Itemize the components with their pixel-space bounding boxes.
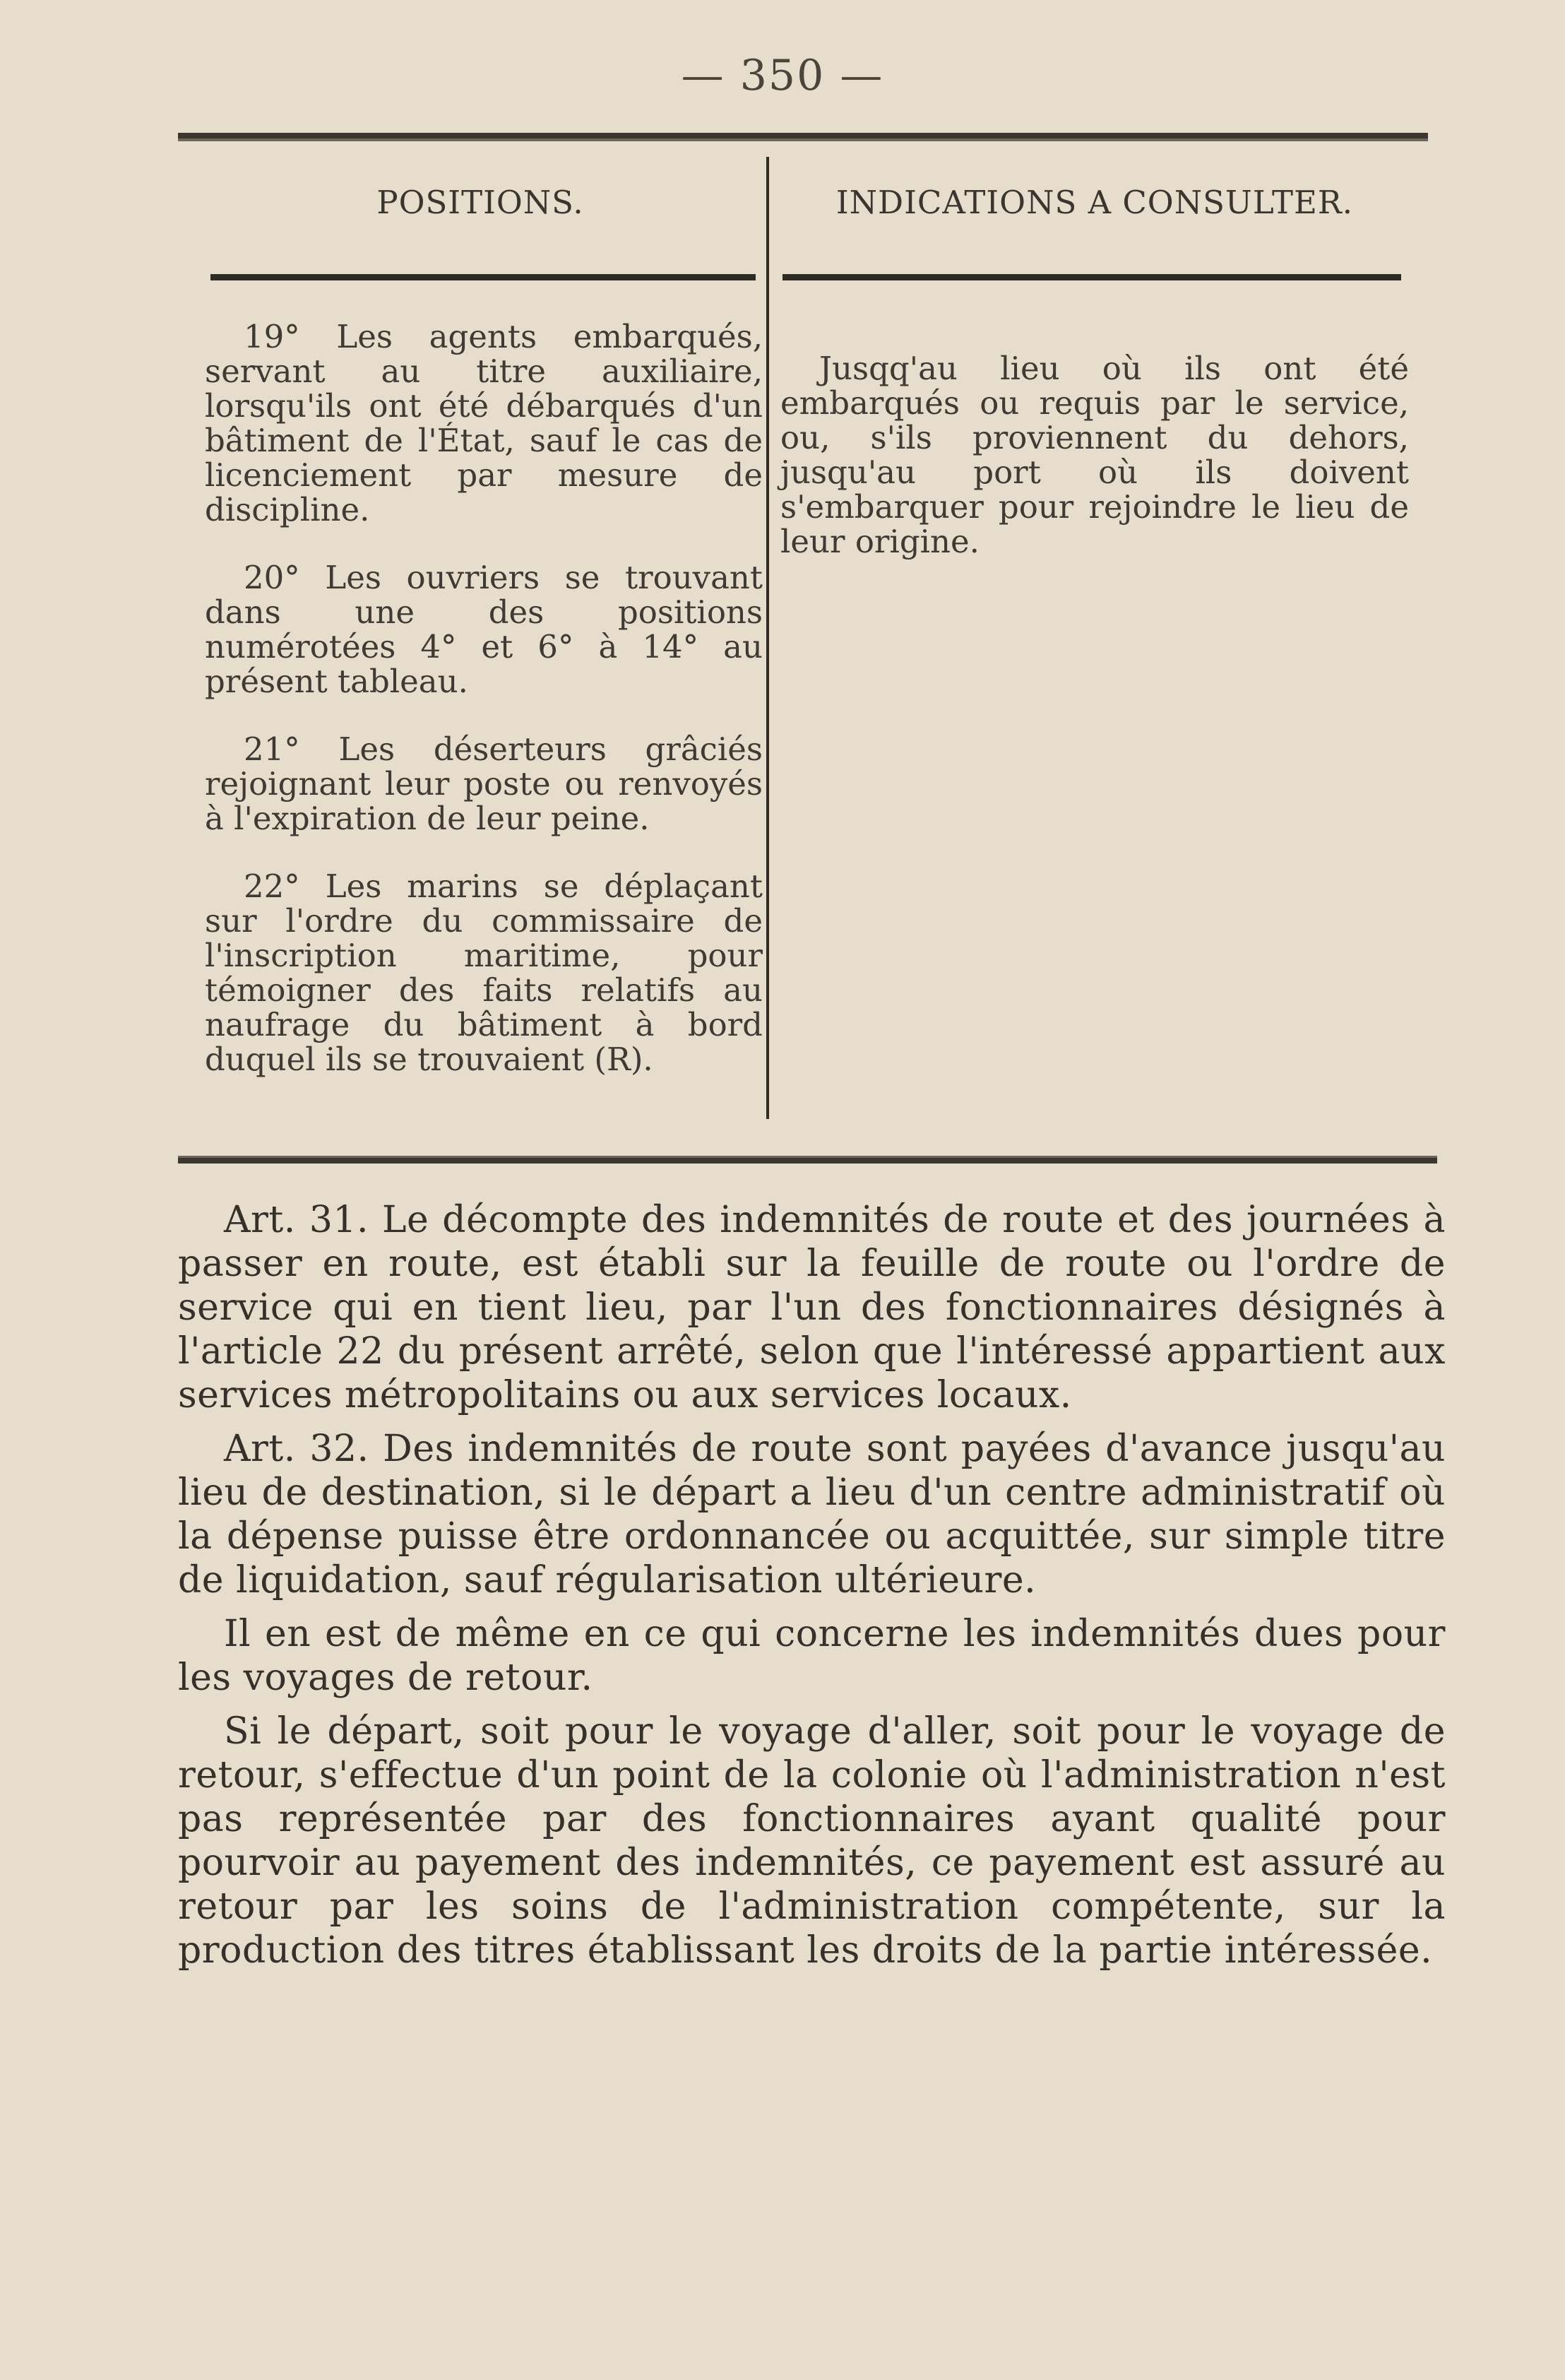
positions-column (205, 319, 763, 1110)
article-32-paragraph-2: Il en est de même en ce qui concerne les indemnités dues pour les voyages de retour. (178, 1613, 1446, 1699)
positions-header: POSITIONS. (376, 184, 584, 221)
article-32: Art. 32. Des indemnités de route sont payées d'avance jusqu'au lieu de destination, si le départ a lieu d'un centre administratif où la dépense puisse être ordonnancée ou acquittée, sur simple titre de liquidation, sauf régularisation ultérieure. (178, 1428, 1446, 1602)
indications-header-rule (782, 274, 1401, 280)
position-21: 21° Les déserteurs grâciés rejoignant leur poste ou renvoyés à l'expiration de leur peine. (205, 730, 763, 837)
article-32-paragraph-3: Si le départ, soit pour le voyage d'aller, soit pour le voyage de retour, s'effectue d'un point de la colonie où l'administration n'est pas représentée par des fonctionnaires ayant qualité pour pourvoir au payement des indemnités, ce payement est assuré au retour par les soins de l'administration compétente, sur la production des titres établissant les droits de la partie intéressée. (178, 1710, 1446, 1972)
articles-section (178, 1198, 1446, 1982)
bottom-rule (178, 1156, 1437, 1164)
indications-header: INDICATIONS A CONSULTER. (835, 184, 1354, 221)
top-rule (178, 133, 1428, 141)
column-divider (766, 157, 769, 1119)
position-22: 22° Les marins se déplaçant sur l'ordre du commissaire de l'inscription maritime, pour témoigner des faits relatifs au naufrage du bâtiment à bord duquel ils se trouvaient (R). (205, 868, 763, 1078)
page-number: — 350 — (681, 51, 884, 100)
position-20: 20° Les ouvriers se trouvant dans une des positions numérotées 4° et 6° à 14° au présent tableau. (205, 559, 763, 700)
position-19: 19° Les agents embarqués, servant au titre auxiliaire, lorsqu'ils ont été débarqués d'un bâtiment de l'État, sauf le cas de licenciement par mesure de discipline. (205, 318, 763, 528)
positions-header-rule (210, 274, 756, 280)
article-31: Art. 31. Le décompte des indemnités de route et des journées à passer en route, est établi sur la feuille de route ou l'ordre de service qui en tient lieu, par l'un des fonctionnaires désignés à l'article 22 du présent arrêté, selon que l'intéressé appartient aux services métropolitains ou aux services locaux. (178, 1199, 1446, 1416)
indication-text: Jusqq'au lieu où ils ont été embarqués ou requis par le service, ou, s'ils proviennent du dehors, jusqu'au port où ils doivent s'embarquer pour rejoindre le lieu de leur origine. (780, 350, 1409, 560)
